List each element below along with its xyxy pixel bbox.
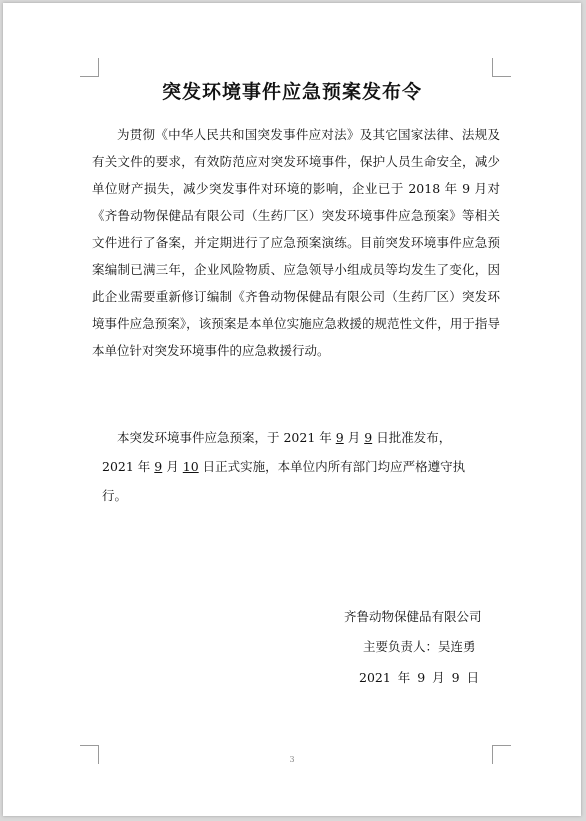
approve-prefix: 本突发环境事件应急预案，于 2021 年 — [117, 430, 332, 445]
document-page — [3, 3, 581, 816]
effective-month: 9 — [154, 459, 163, 474]
effective-day: 10 — [182, 459, 199, 474]
effective-month-char: 月 — [166, 459, 179, 474]
approve-month: 9 — [335, 430, 344, 445]
body-paragraph-2 — [92, 423, 500, 510]
approve-day: 9 — [364, 430, 373, 445]
approve-month-char: 月 — [347, 430, 361, 445]
signature-date: 2021 年 9 月 9 日 — [359, 670, 480, 685]
effective-suffix: 日正式实施，本单位内所有部门均应严格遵守执 — [202, 459, 466, 474]
margin-mark-top-right — [492, 58, 511, 77]
paragraph-2-line-2 — [92, 452, 500, 481]
signature-company: 齐鲁动物保健品有限公司 — [344, 609, 482, 624]
paragraph-2-line-3: 行。 — [102, 488, 128, 503]
effective-year: 2021 年 — [102, 459, 151, 474]
signature-person: 主要负责人：吴连勇 — [363, 639, 476, 654]
body-paragraph-1: 为贯彻《中华人民共和国突发事件应对法》及其它国家法律、法规及有关文件的要求，有效防范应对突发环境事件，保护人员生命安全，减少单位财产损失，减少突发事件对环境的影响，企业已于 2018 年 9 月对《齐鲁动物保健品有限公司（生药厂区）突发环境事件应急预案》等相关文件进行了备案，并定期进行了应急预案演练。目前突发环境事件应急预案编制已满三年，企业风险物质、应急领导小组成员等均发生了变化，因此企业需要重新修订编制《齐鲁动物保健品有限公司（生药厂区）突发环境事件应急预案》，该预案是本单位实施应急救援的规范性文件，用于指导本单位针对突发环境事件的应急救援行动。 — [92, 127, 500, 358]
margin-mark-top-left — [80, 58, 99, 77]
document-title: 突发环境事件应急预案发布令 — [161, 81, 422, 103]
approve-suffix: 日批准发布， — [376, 430, 452, 445]
paragraph-2-line-1 — [92, 423, 500, 452]
page-number: 3 — [289, 755, 295, 764]
